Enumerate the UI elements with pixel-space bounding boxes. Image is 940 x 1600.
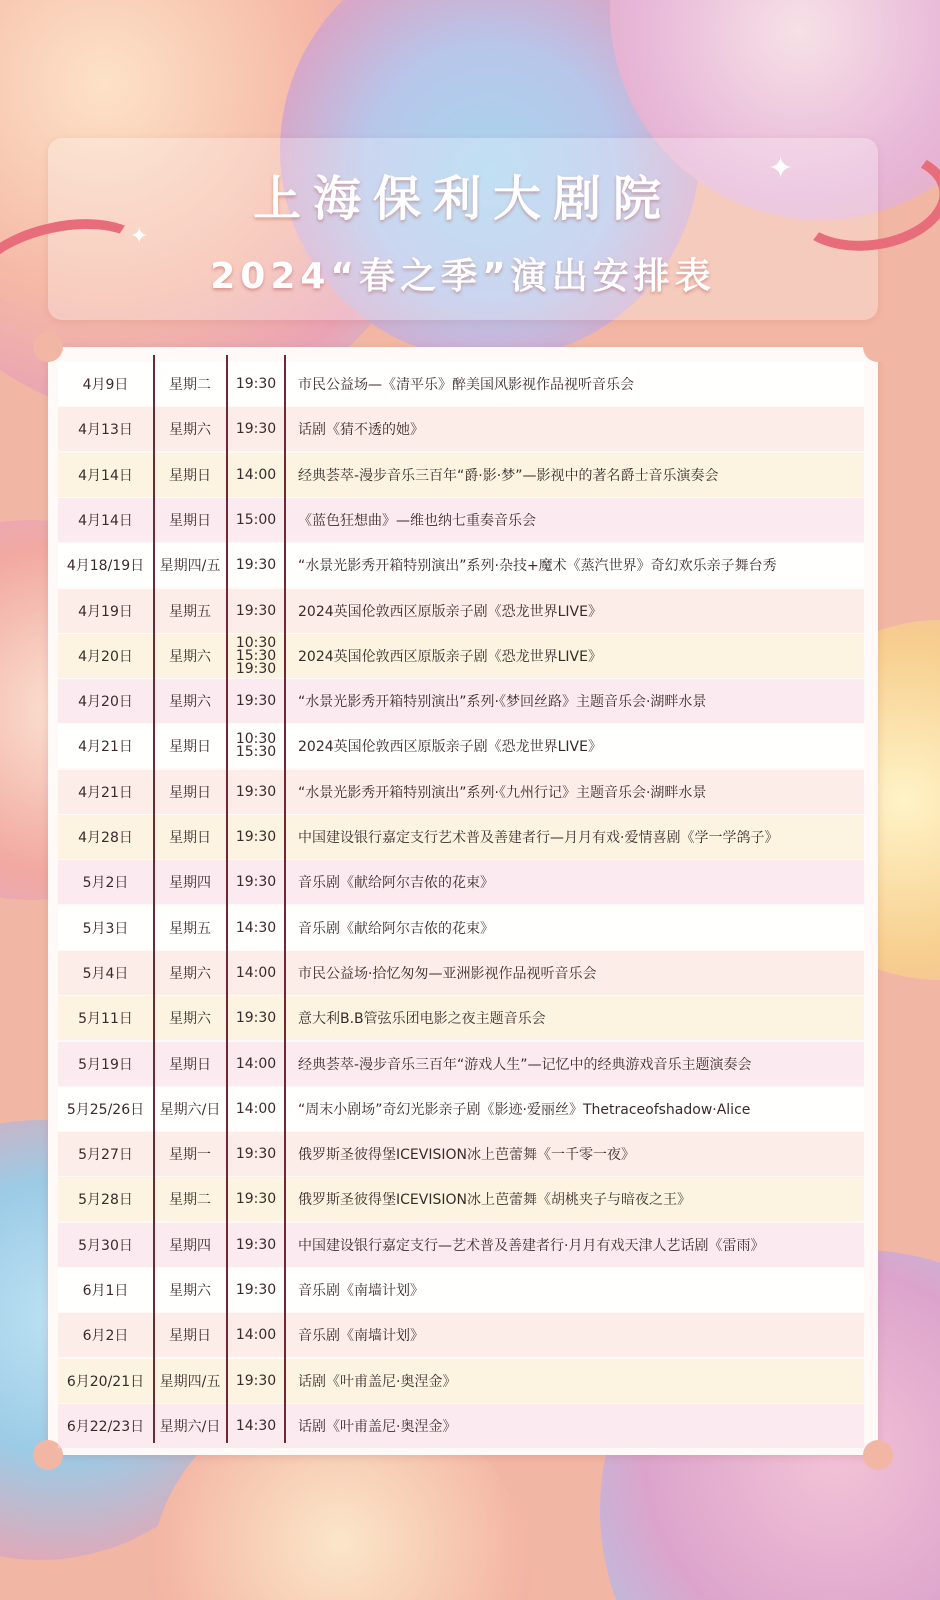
table-row xyxy=(58,407,864,451)
row-show-title: 中国建设银行嘉定支行—艺术普及善建者行·月月有戏天津人艺话剧《雷雨》 xyxy=(298,1238,765,1254)
column-divider xyxy=(226,355,228,1443)
row-show-title: 音乐剧《南墙计划》 xyxy=(298,1328,424,1344)
table-row xyxy=(58,1132,864,1176)
row-weekday: 星期四 xyxy=(169,875,211,891)
table-row xyxy=(58,770,864,814)
table-row xyxy=(58,498,864,542)
row-weekday: 星期五 xyxy=(169,604,211,620)
row-time: 14:00 xyxy=(235,1326,277,1343)
row-date: 5月19日 xyxy=(78,1057,133,1073)
row-time: 19:30 xyxy=(235,1145,277,1162)
row-time: 19:30 xyxy=(235,1281,277,1298)
table-row xyxy=(58,543,864,587)
row-time: 19:30 xyxy=(235,420,277,437)
table-row xyxy=(58,906,864,950)
row-show-title: 2024英国伦敦西区原版亲子剧《恐龙世界LIVE》 xyxy=(298,739,602,755)
row-show-title: “水景光影秀开箱特别演出”系列·杂技+魔术《蒸汽世界》奇幻欢乐亲子舞台秀 xyxy=(298,558,777,574)
row-date: 4月18/19日 xyxy=(66,558,145,574)
row-time: 19:30 xyxy=(235,828,277,845)
table-row xyxy=(58,1042,864,1086)
row-show-title: 俄罗斯圣彼得堡ICEVISION冰上芭蕾舞《一千零一夜》 xyxy=(298,1147,635,1163)
row-show-title: 音乐剧《献给阿尔吉侬的花束》 xyxy=(298,921,494,937)
row-time: 14:00 xyxy=(235,964,277,981)
row-show-title: 经典荟萃-漫步音乐三百年“爵·影·梦”—影视中的著名爵士音乐演奏会 xyxy=(298,468,719,484)
sparkle-icon: ✦ xyxy=(130,224,149,249)
row-show-title: 经典荟萃-漫步音乐三百年“游戏人生”—记忆中的经典游戏音乐主题演奏会 xyxy=(298,1057,752,1073)
row-weekday: 星期五 xyxy=(169,921,211,937)
row-show-title: 话剧《猜不透的她》 xyxy=(298,422,424,438)
row-weekday: 星期四 xyxy=(169,1238,211,1254)
row-show-title: 话剧《叶甫盖尼·奥涅金》 xyxy=(298,1374,457,1390)
ticket-notch xyxy=(863,1440,893,1470)
table-row xyxy=(58,1087,864,1131)
table-row xyxy=(58,996,864,1040)
row-time: 19:30 xyxy=(235,783,277,800)
row-weekday: 星期六 xyxy=(169,966,211,982)
row-weekday: 星期一 xyxy=(169,1147,211,1163)
page-title: 上海保利大剧院 xyxy=(252,171,673,227)
row-time: 19:30 xyxy=(235,692,277,709)
row-weekday: 星期二 xyxy=(169,1192,211,1208)
row-weekday: 星期六 xyxy=(169,649,211,665)
table-row xyxy=(58,1177,864,1221)
row-date: 4月13日 xyxy=(78,422,133,438)
row-weekday: 星期四/五 xyxy=(159,558,221,574)
row-date: 5月3日 xyxy=(82,921,129,937)
row-date: 4月28日 xyxy=(78,830,133,846)
row-time: 19:30 xyxy=(235,873,277,890)
page-subtitle: 2024“春之季”演出安排表 xyxy=(210,256,716,297)
column-divider xyxy=(284,355,286,1443)
sparkle-icon: ✦ xyxy=(768,151,794,186)
row-show-title: 音乐剧《南墙计划》 xyxy=(298,1283,424,1299)
row-date: 6月20/21日 xyxy=(66,1374,145,1390)
row-date: 6月2日 xyxy=(82,1328,129,1344)
row-date: 4月9日 xyxy=(82,377,129,393)
row-weekday: 星期日 xyxy=(169,513,211,529)
row-weekday: 星期二 xyxy=(169,377,211,393)
row-weekday: 星期日 xyxy=(169,468,211,484)
row-show-title: 市民公益场—《清平乐》醉美国风影视作品视听音乐会 xyxy=(298,377,634,393)
ticket-notch xyxy=(33,332,63,362)
row-weekday: 星期日 xyxy=(169,1328,211,1344)
row-date: 4月21日 xyxy=(78,785,133,801)
row-date: 6月22/23日 xyxy=(66,1419,145,1435)
table-row xyxy=(58,1268,864,1312)
row-time: 14:00 xyxy=(235,1055,277,1072)
table-row xyxy=(58,362,864,406)
table-row xyxy=(58,1359,864,1403)
row-weekday: 星期六/日 xyxy=(159,1419,221,1435)
row-time: 19:30 xyxy=(235,375,277,392)
row-show-title: 《蓝色狂想曲》—维也纳七重奏音乐会 xyxy=(298,513,536,529)
row-time: 14:00 xyxy=(235,466,277,483)
row-date: 4月21日 xyxy=(78,739,133,755)
row-time: 10:30 15:30 xyxy=(235,731,277,760)
table-row xyxy=(58,589,864,633)
row-show-title: 市民公益场·拾忆匆匆—亚洲影视作品视听音乐会 xyxy=(298,966,597,982)
row-weekday: 星期六 xyxy=(169,1283,211,1299)
row-weekday: 星期日 xyxy=(169,1057,211,1073)
row-weekday: 星期四/五 xyxy=(159,1374,221,1390)
row-date: 4月19日 xyxy=(78,604,133,620)
row-time: 14:30 xyxy=(235,1417,277,1434)
table-row xyxy=(58,951,864,995)
row-date: 4月20日 xyxy=(78,694,133,710)
row-show-title: 中国建设银行嘉定支行艺术普及善建者行—月月有戏·爱情喜剧《学一学鸽子》 xyxy=(298,830,779,846)
row-weekday: 星期六 xyxy=(169,422,211,438)
row-time: 19:30 xyxy=(235,1372,277,1389)
row-time: 15:00 xyxy=(235,511,277,528)
row-date: 5月27日 xyxy=(78,1147,133,1163)
table-row xyxy=(58,634,864,678)
row-show-title: 俄罗斯圣彼得堡ICEVISION冰上芭蕾舞《胡桃夹子与暗夜之王》 xyxy=(298,1192,691,1208)
column-divider xyxy=(153,355,155,1443)
row-date: 5月28日 xyxy=(78,1192,133,1208)
row-show-title: “水景光影秀开箱特别演出”系列·《梦回丝路》主题音乐会·湖畔水景 xyxy=(298,694,707,710)
table-row xyxy=(58,815,864,859)
table-row xyxy=(58,1313,864,1357)
row-weekday: 星期日 xyxy=(169,739,211,755)
row-date: 5月25/26日 xyxy=(66,1102,145,1118)
ticket-notch xyxy=(863,332,893,362)
row-date: 4月14日 xyxy=(78,468,133,484)
row-date: 5月30日 xyxy=(78,1238,133,1254)
row-time: 19:30 xyxy=(235,1236,277,1253)
row-date: 4月20日 xyxy=(78,649,133,665)
row-time: 19:30 xyxy=(235,602,277,619)
row-date: 6月1日 xyxy=(82,1283,129,1299)
row-weekday: 星期日 xyxy=(169,830,211,846)
row-date: 5月4日 xyxy=(82,966,129,982)
table-row xyxy=(58,679,864,723)
row-time: 19:30 xyxy=(235,1190,277,1207)
row-time: 14:30 xyxy=(235,919,277,936)
row-show-title: 意大利B.B管弦乐团电影之夜主题音乐会 xyxy=(298,1011,546,1027)
row-show-title: “周末小剧场”奇幻光影亲子剧《影迹·爱丽丝》Thetraceofshadow·Alice xyxy=(298,1102,751,1118)
table-row xyxy=(58,860,864,904)
table-row xyxy=(58,724,864,768)
row-weekday: 星期六 xyxy=(169,694,211,710)
table-row xyxy=(58,1223,864,1267)
row-show-title: 2024英国伦敦西区原版亲子剧《恐龙世界LIVE》 xyxy=(298,649,602,665)
row-time: 14:00 xyxy=(235,1100,277,1117)
row-show-title: 2024英国伦敦西区原版亲子剧《恐龙世界LIVE》 xyxy=(298,604,602,620)
row-show-title: 音乐剧《献给阿尔吉侬的花束》 xyxy=(298,875,494,891)
row-weekday: 星期日 xyxy=(169,785,211,801)
row-time: 19:30 xyxy=(235,1009,277,1026)
row-date: 5月2日 xyxy=(82,875,129,891)
table-row xyxy=(58,1404,864,1448)
row-time: 19:30 xyxy=(235,556,277,573)
row-weekday: 星期六/日 xyxy=(159,1102,221,1118)
row-show-title: “水景光影秀开箱特别演出”系列·《九州行记》主题音乐会·湖畔水景 xyxy=(298,785,707,801)
row-weekday: 星期六 xyxy=(169,1011,211,1027)
row-show-title: 话剧《叶甫盖尼·奥涅金》 xyxy=(298,1419,457,1435)
row-date: 4月14日 xyxy=(78,513,133,529)
row-date: 5月11日 xyxy=(78,1011,133,1027)
row-time: 10:30 15:30 19:30 xyxy=(235,634,277,677)
table-row xyxy=(58,453,864,497)
